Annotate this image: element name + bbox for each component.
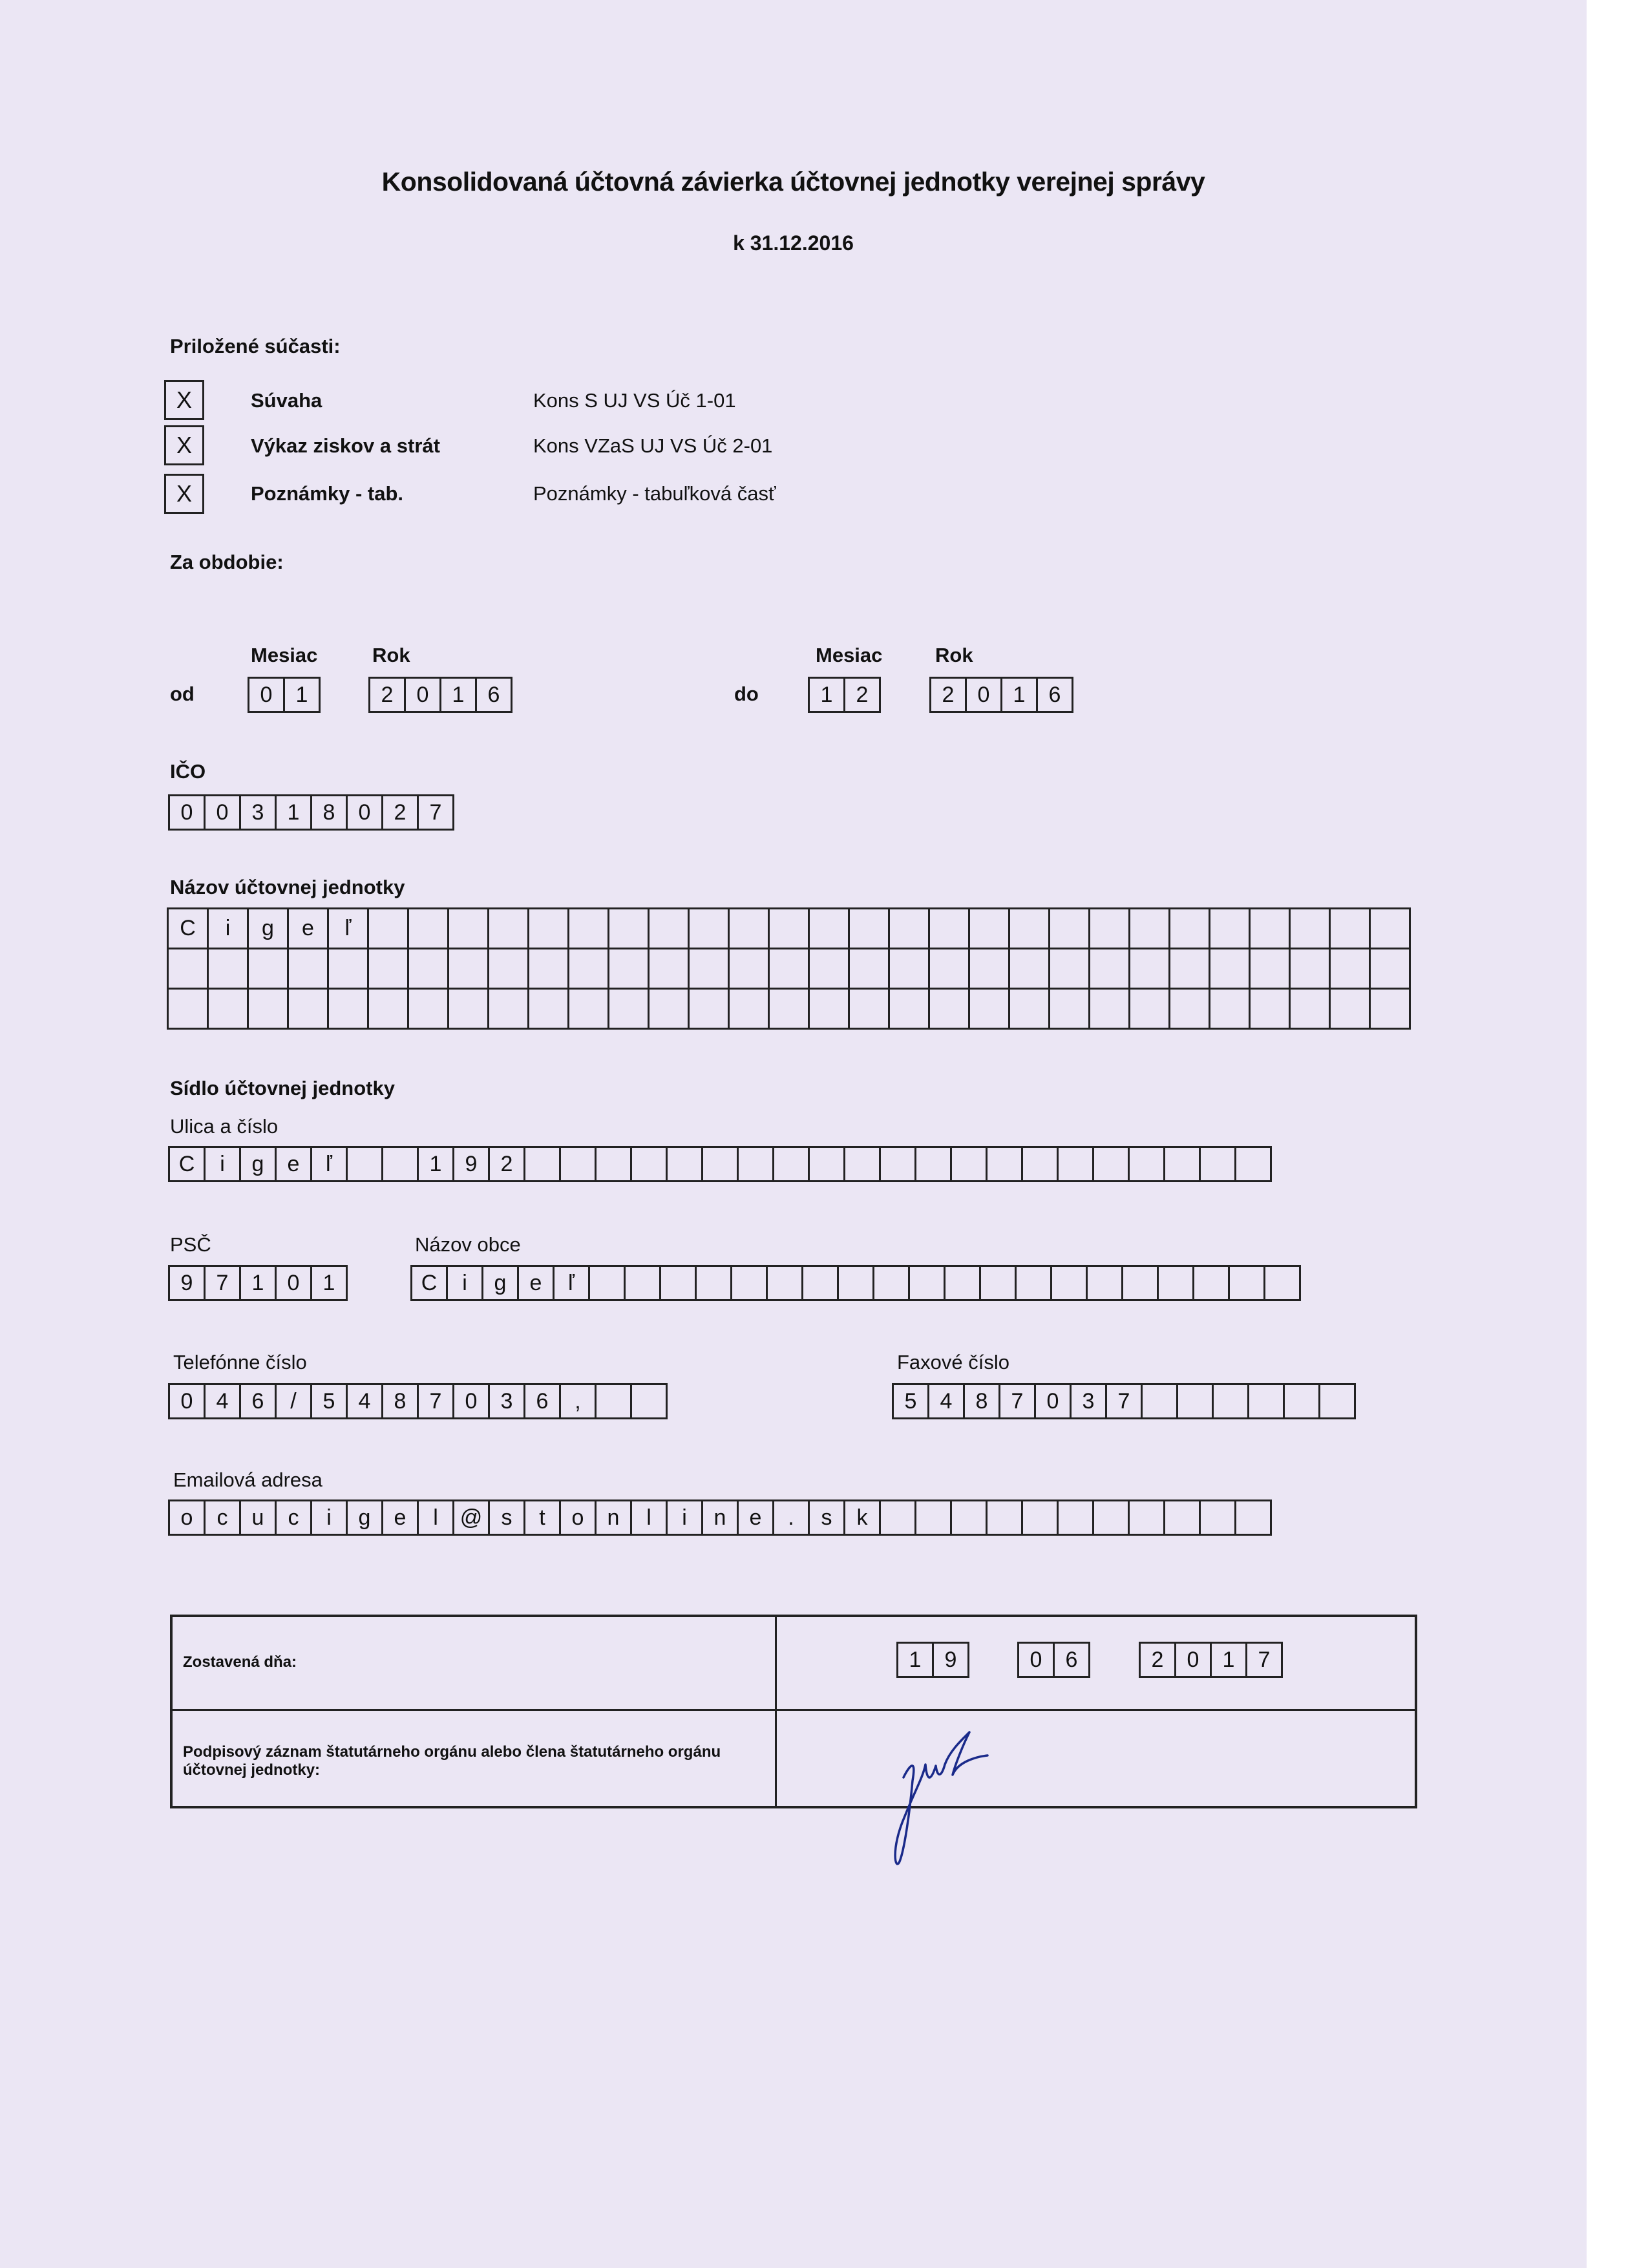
char-box	[810, 909, 850, 949]
char-box	[1092, 1146, 1130, 1182]
char-box	[737, 1146, 774, 1182]
char-box	[1010, 909, 1050, 949]
char-box	[1331, 909, 1371, 949]
char-box	[766, 1265, 803, 1301]
phone-boxes[interactable]	[168, 1383, 668, 1419]
char-box	[609, 990, 650, 1030]
char-box	[1247, 1383, 1285, 1419]
char-box: 5	[310, 1383, 348, 1419]
attachment-checkbox-vykaz[interactable]: X	[164, 425, 204, 465]
char-box: e	[289, 909, 329, 949]
char-box	[381, 1146, 419, 1182]
char-box: n	[701, 1500, 739, 1536]
char-box: 6	[239, 1383, 277, 1419]
char-box: 7	[417, 794, 454, 831]
char-box	[1170, 909, 1210, 949]
char-box	[1210, 949, 1251, 990]
char-box: s	[808, 1500, 845, 1536]
char-box	[169, 990, 209, 1030]
char-box	[449, 949, 489, 990]
char-box: t	[523, 1500, 561, 1536]
street-label: Ulica a číslo	[170, 1115, 279, 1138]
char-box: ,	[559, 1383, 597, 1419]
char-box: 1	[275, 794, 312, 831]
char-box: g	[239, 1146, 277, 1182]
char-box	[1128, 1146, 1165, 1182]
char-box	[730, 949, 770, 990]
char-box	[1371, 949, 1411, 990]
char-box: 0	[168, 794, 206, 831]
char-box	[559, 1146, 597, 1182]
char-box	[950, 1500, 988, 1536]
char-box	[630, 1146, 668, 1182]
char-box: 1	[1000, 677, 1038, 713]
char-box: 7	[204, 1265, 241, 1301]
char-box	[801, 1265, 839, 1301]
char-box	[1050, 909, 1090, 949]
char-box	[850, 990, 890, 1030]
compiled-day-boxes[interactable]	[896, 1642, 969, 1678]
char-box	[986, 1146, 1023, 1182]
char-box	[1050, 990, 1090, 1030]
address-heading: Sídlo účtovnej jednotky	[170, 1077, 395, 1099]
char-box	[1128, 1500, 1165, 1536]
char-box	[650, 949, 690, 990]
char-box: 1	[310, 1265, 348, 1301]
char-box: o	[168, 1500, 206, 1536]
char-box: o	[559, 1500, 597, 1536]
char-box	[1291, 990, 1331, 1030]
char-box	[701, 1146, 739, 1182]
char-box	[529, 990, 569, 1030]
char-box: 6	[475, 677, 512, 713]
char-box	[1086, 1265, 1123, 1301]
char-box: e	[737, 1500, 774, 1536]
psc-label: PSČ	[170, 1233, 211, 1256]
char-box: 0	[1034, 1383, 1072, 1419]
char-box	[1210, 909, 1251, 949]
char-box	[1199, 1146, 1236, 1182]
char-box: g	[481, 1265, 519, 1301]
char-box	[650, 909, 690, 949]
char-box: 1	[1210, 1642, 1247, 1678]
char-box	[1331, 949, 1371, 990]
char-box	[1090, 909, 1130, 949]
char-box	[409, 909, 449, 949]
char-box	[690, 990, 730, 1030]
char-box	[1157, 1265, 1194, 1301]
signature-table	[170, 1615, 1417, 1808]
char-box	[979, 1265, 1017, 1301]
char-box: 3	[1070, 1383, 1107, 1419]
char-box: 9	[932, 1642, 969, 1678]
char-box	[595, 1383, 632, 1419]
char-box	[1050, 1265, 1088, 1301]
char-box: 1	[439, 677, 477, 713]
char-box	[950, 1146, 988, 1182]
char-box	[730, 990, 770, 1030]
attachment-code: Kons S UJ VS Úč 1-01	[533, 389, 736, 412]
char-box: i	[310, 1500, 348, 1536]
char-box: 0	[168, 1383, 206, 1419]
char-box	[489, 909, 529, 949]
char-box	[879, 1146, 916, 1182]
to-year-label: Rok	[935, 644, 973, 666]
char-box	[930, 990, 970, 1030]
compiled-label: Zostavená dňa:	[183, 1653, 297, 1671]
char-box: g	[346, 1500, 383, 1536]
char-box: s	[488, 1500, 525, 1536]
char-box	[1234, 1500, 1272, 1536]
attachment-code: Poznámky - tabuľková časť	[533, 482, 776, 505]
char-box: 6	[523, 1383, 561, 1419]
char-box	[1263, 1265, 1301, 1301]
email-boxes[interactable]	[168, 1500, 1272, 1536]
char-box: 9	[168, 1265, 206, 1301]
char-box	[1251, 909, 1291, 949]
char-box	[850, 949, 890, 990]
char-box	[690, 949, 730, 990]
char-box: i	[446, 1265, 483, 1301]
char-box: 2	[843, 677, 881, 713]
table-divider	[775, 1617, 777, 1806]
char-box	[1130, 909, 1170, 949]
char-box	[659, 1265, 697, 1301]
char-box	[1291, 909, 1331, 949]
char-box: 0	[965, 677, 1002, 713]
char-box: @	[452, 1500, 490, 1536]
char-box	[930, 949, 970, 990]
char-box	[609, 949, 650, 990]
char-box: 2	[1139, 1642, 1176, 1678]
char-box: 1	[808, 677, 845, 713]
from-month-boxes[interactable]	[248, 677, 321, 713]
char-box	[1318, 1383, 1356, 1419]
char-box	[890, 949, 930, 990]
char-box	[588, 1265, 626, 1301]
char-box	[523, 1146, 561, 1182]
char-box: 4	[204, 1383, 241, 1419]
char-box	[1057, 1146, 1094, 1182]
char-box	[837, 1265, 874, 1301]
char-box	[1371, 990, 1411, 1030]
char-box	[169, 949, 209, 990]
char-box	[569, 909, 609, 949]
char-box: 4	[346, 1383, 383, 1419]
char-box	[249, 949, 289, 990]
char-box	[730, 909, 770, 949]
char-box	[289, 949, 329, 990]
char-box	[879, 1500, 916, 1536]
attachment-checkbox-poznamky[interactable]: X	[164, 474, 204, 514]
attachments-heading: Priložené súčasti:	[170, 335, 341, 357]
char-box: ľ	[329, 909, 369, 949]
char-box: 2	[381, 794, 419, 831]
char-box	[529, 949, 569, 990]
char-box: 0	[248, 677, 285, 713]
char-box	[595, 1146, 632, 1182]
char-box	[843, 1146, 881, 1182]
char-box	[810, 949, 850, 990]
char-box	[249, 990, 289, 1030]
char-box	[1170, 949, 1210, 990]
char-box	[1170, 990, 1210, 1030]
char-box	[1283, 1383, 1320, 1419]
char-box	[329, 990, 369, 1030]
char-box	[1130, 949, 1170, 990]
street-boxes[interactable]	[168, 1146, 1272, 1182]
char-box: 0	[404, 677, 441, 713]
char-box: i	[204, 1146, 241, 1182]
char-box	[970, 949, 1010, 990]
char-box: /	[275, 1383, 312, 1419]
char-box: 6	[1036, 677, 1073, 713]
char-box: 0	[1017, 1642, 1055, 1678]
char-box	[690, 909, 730, 949]
char-box: e	[275, 1146, 312, 1182]
char-box: c	[275, 1500, 312, 1536]
entity-name-grid[interactable]	[167, 907, 1411, 1030]
char-box	[808, 1146, 845, 1182]
char-box	[986, 1500, 1023, 1536]
char-box	[770, 990, 810, 1030]
char-box	[810, 990, 850, 1030]
char-box: i	[666, 1500, 703, 1536]
char-box	[1015, 1265, 1052, 1301]
char-box	[1210, 990, 1251, 1030]
char-box	[666, 1146, 703, 1182]
char-box: 2	[929, 677, 967, 713]
char-box	[1141, 1383, 1178, 1419]
char-box: 7	[998, 1383, 1036, 1419]
char-box: 0	[346, 794, 383, 831]
char-box	[930, 909, 970, 949]
char-box	[872, 1265, 910, 1301]
char-box	[890, 990, 930, 1030]
char-box: u	[239, 1500, 277, 1536]
from-year-label: Rok	[372, 644, 410, 666]
char-box	[624, 1265, 661, 1301]
char-box: 0	[275, 1265, 312, 1301]
char-box	[289, 990, 329, 1030]
char-box	[1234, 1146, 1272, 1182]
char-box: 4	[927, 1383, 965, 1419]
char-box: 8	[381, 1383, 419, 1419]
char-box: 2	[368, 677, 406, 713]
char-box: g	[249, 909, 289, 949]
char-box	[449, 990, 489, 1030]
char-box	[770, 909, 810, 949]
char-box: 0	[452, 1383, 490, 1419]
char-box	[1228, 1265, 1265, 1301]
char-box: l	[417, 1500, 454, 1536]
char-box	[529, 909, 569, 949]
char-box	[1212, 1383, 1249, 1419]
signature-label: Podpisový záznam štatutárneho orgánu alebo člena štatutárneho orgánu účtovnej jednotky:	[183, 1743, 721, 1779]
entity-name-label: Názov účtovnej jednotky	[170, 876, 405, 898]
city-boxes[interactable]	[410, 1265, 1301, 1301]
char-box: C	[169, 909, 209, 949]
char-box	[569, 949, 609, 990]
char-box	[489, 990, 529, 1030]
ico-label: IČO	[170, 760, 206, 783]
fax-label: Faxové číslo	[897, 1351, 1010, 1373]
to-month-label: Mesiac	[816, 644, 883, 666]
char-box: 8	[963, 1383, 1000, 1419]
char-box	[369, 909, 409, 949]
char-box	[850, 909, 890, 949]
from-month-label: Mesiac	[251, 644, 318, 666]
char-box	[1199, 1500, 1236, 1536]
char-box	[369, 949, 409, 990]
char-box	[695, 1265, 732, 1301]
char-box: c	[204, 1500, 241, 1536]
attachment-name: Výkaz ziskov a strát	[251, 434, 440, 457]
char-box	[1163, 1500, 1201, 1536]
char-box	[409, 949, 449, 990]
char-box: 9	[452, 1146, 490, 1182]
char-box	[329, 949, 369, 990]
ico-boxes[interactable]	[168, 794, 454, 831]
attachment-name: Poznámky - tab.	[251, 482, 403, 505]
char-box	[772, 1146, 810, 1182]
char-box	[1130, 990, 1170, 1030]
char-box: ľ	[310, 1146, 348, 1182]
char-box	[609, 909, 650, 949]
char-box	[1291, 949, 1331, 990]
char-box: l	[630, 1500, 668, 1536]
char-box: 7	[1105, 1383, 1143, 1419]
char-box	[1050, 949, 1090, 990]
char-box: 2	[488, 1146, 525, 1182]
char-box	[1192, 1265, 1230, 1301]
psc-boxes[interactable]	[168, 1265, 348, 1301]
char-box: k	[843, 1500, 881, 1536]
char-box	[369, 990, 409, 1030]
char-box	[1057, 1500, 1094, 1536]
char-box	[890, 909, 930, 949]
char-box: .	[772, 1500, 810, 1536]
document-title: Konsolidovaná účtovná závierka účtovnej jednotky verejnej správy	[381, 167, 1205, 196]
char-box: 1	[896, 1642, 934, 1678]
char-box	[1251, 949, 1291, 990]
char-box: 1	[283, 677, 321, 713]
char-box	[489, 949, 529, 990]
from-label: od	[170, 683, 195, 705]
char-box	[908, 1265, 945, 1301]
char-box	[1021, 1146, 1059, 1182]
char-box: e	[381, 1500, 419, 1536]
char-box: C	[410, 1265, 448, 1301]
char-box: 3	[239, 794, 277, 831]
char-box	[770, 949, 810, 990]
char-box	[1371, 909, 1411, 949]
char-box	[1121, 1265, 1159, 1301]
char-box: 0	[1174, 1642, 1212, 1678]
char-box: 8	[310, 794, 348, 831]
char-box: i	[209, 909, 249, 949]
attachment-checkbox-suvaha[interactable]: X	[164, 380, 204, 420]
char-box: 7	[417, 1383, 454, 1419]
char-box	[1176, 1383, 1214, 1419]
char-box: 1	[417, 1146, 454, 1182]
city-label: Názov obce	[415, 1233, 521, 1256]
char-box	[1331, 990, 1371, 1030]
char-box: ľ	[553, 1265, 590, 1301]
char-box	[209, 990, 249, 1030]
table-divider	[173, 1709, 1415, 1711]
to-year-boxes[interactable]	[929, 677, 1073, 713]
char-box	[1163, 1146, 1201, 1182]
char-box	[944, 1265, 981, 1301]
char-box	[650, 990, 690, 1030]
char-box	[1251, 990, 1291, 1030]
char-box	[409, 990, 449, 1030]
char-box	[569, 990, 609, 1030]
char-box	[346, 1146, 383, 1182]
char-box	[630, 1383, 668, 1419]
to-label: do	[734, 683, 759, 705]
attachment-name: Súvaha	[251, 389, 322, 412]
compiled-month-boxes[interactable]	[1017, 1642, 1090, 1678]
char-box	[1090, 990, 1130, 1030]
from-year-boxes[interactable]	[368, 677, 512, 713]
char-box: n	[595, 1500, 632, 1536]
char-box	[209, 949, 249, 990]
char-box	[970, 990, 1010, 1030]
char-box	[914, 1500, 952, 1536]
char-box	[914, 1146, 952, 1182]
char-box: 5	[892, 1383, 929, 1419]
date-line: k 31.12.2016	[733, 231, 854, 255]
handwritten-signature	[885, 1719, 1015, 1881]
char-box	[1090, 949, 1130, 990]
phone-label: Telefónne číslo	[173, 1351, 307, 1373]
char-box: 3	[488, 1383, 525, 1419]
char-box: C	[168, 1146, 206, 1182]
compiled-year-boxes[interactable]	[1139, 1642, 1283, 1678]
char-box	[970, 909, 1010, 949]
email-label: Emailová adresa	[173, 1468, 322, 1491]
char-box	[1021, 1500, 1059, 1536]
char-box	[730, 1265, 768, 1301]
char-box	[1092, 1500, 1130, 1536]
char-box: 0	[204, 794, 241, 831]
fax-boxes[interactable]	[892, 1383, 1356, 1419]
attachment-code: Kons VZaS UJ VS Úč 2-01	[533, 434, 773, 457]
char-box	[449, 909, 489, 949]
char-box: e	[517, 1265, 555, 1301]
char-box: 1	[239, 1265, 277, 1301]
to-month-boxes[interactable]	[808, 677, 881, 713]
char-box: 7	[1245, 1642, 1283, 1678]
char-box: 6	[1053, 1642, 1090, 1678]
char-box	[1010, 949, 1050, 990]
period-heading: Za obdobie:	[170, 551, 284, 573]
char-box	[1010, 990, 1050, 1030]
